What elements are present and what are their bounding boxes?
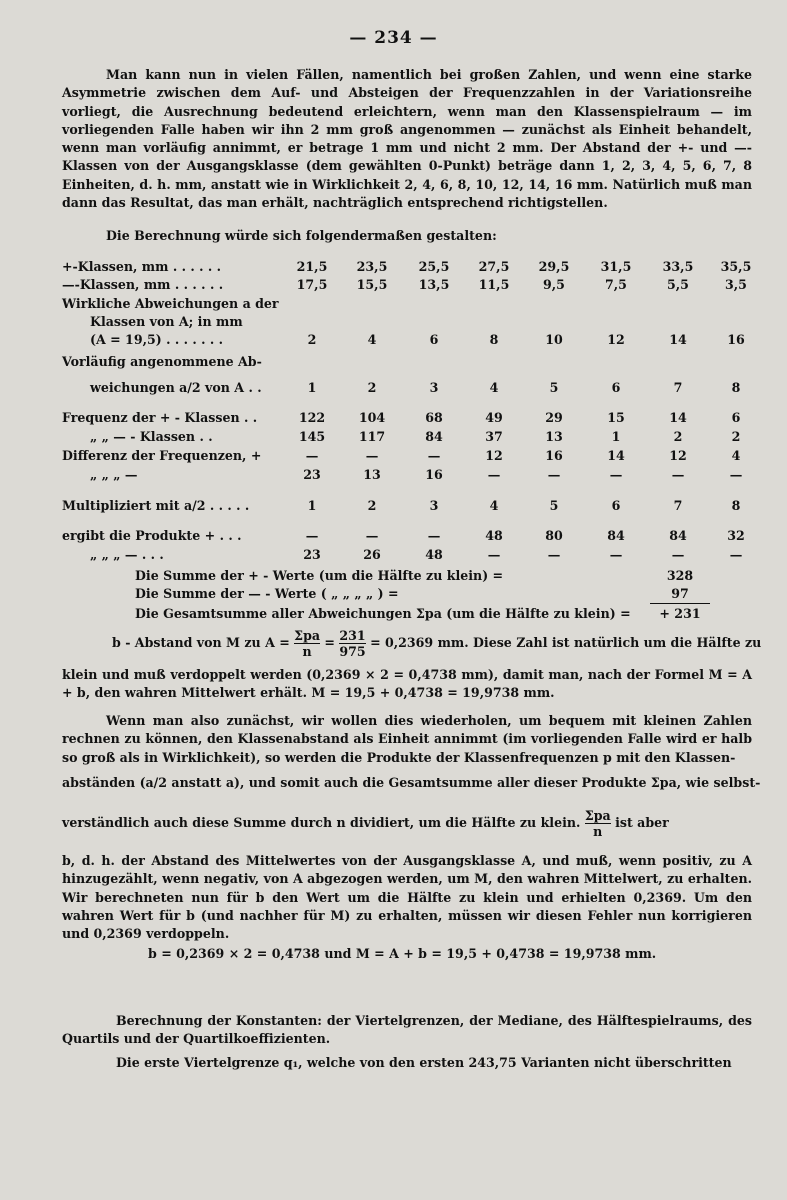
sum-total-value: + 231 bbox=[659, 606, 701, 621]
table-row: Differenz der Frequenzen, + — — — 12 16 14 12 4 bbox=[62, 448, 741, 463]
table-row: Frequenz der + - Klassen . . 122 104 68 49 29 15 14 6 bbox=[62, 410, 741, 425]
table-row: „ „ — - Klassen . . 145 117 84 37 13 1 2 2 bbox=[90, 429, 741, 444]
page-number: — 234 — bbox=[349, 28, 438, 48]
formula-b-distance: b - Abstand von M zu A = $\frac{\text{Σpa}}{n}$ = $\frac{231}{975}$ = 0,2369 mm. Diese Zahl ist natürlich um die Hälfte zu bbox=[112, 628, 762, 659]
table-row: Vorläufig angenommene Ab- bbox=[62, 354, 262, 369]
paragraph-intro: Man kann nun in vielen Fällen, namentlich bei großen Zahlen, und wenn eine starke Asymmetrie zwischen dem Auf- und Absteigen der Frequenzzahlen in der Variationsreihe vorliegt, die Ausrechnung bedeutend erleichtern, wenn man den Klassenspielraum — im vorliegenden Falle haben wir ihn 2 mm groß angenommen — zunächst als Einheit behandelt, wenn man vorläufig annimmt, er betrage 1 mm und nicht 2 mm. Der Abstand der +- und —-Klassen von der Ausgangsklasse (dem gewählten 0-Punkt) beträge dann 1, 2, 3, 4, 5, 6, 7, 8 Einheiten, d. h. mm, anstatt wie in Wirklichkeit 2, 4, 6, 8, 10, 12, 14, 16 mm. Natürlich muß man dann das Resultat, das man erhält, nachträglich entsprechend richtigstellen. bbox=[62, 67, 752, 211]
sum-total-label: Die Gesamtsumme aller Abweichungen Σpa (um die Hälfte zu klein) = bbox=[135, 606, 631, 621]
table-row: (A = 19,5) . . . . . . . 2 4 6 8 10 12 14 16 bbox=[90, 332, 745, 347]
paragraph-correction: b, d. h. der Abstand des Mittelwertes von der Ausgangsklasse A, und muß, wenn positiv, zu A hinzugezählt, wenn negativ, von A abgezogen werden, um M, den wahren Mittelwert, zu erhalten. Wir berechneten nun für b den Wert um die Hälfte zu klein und erhielten 0,2369. Um den wahren Wert für b (und nachher für M) zu erhalten, müssen wir diesen Fehler nun korrigieren und 0,2369 verdoppeln. bbox=[62, 853, 752, 942]
paragraph-constants: Berechnung der Konstanten: der Viertelgrenzen, der Mediane, des Hälftespielraums, des Quartils und der Quartilkoeffizienten. bbox=[62, 1013, 752, 1047]
sum-minus-label: Die Summe der — - Werte ( „ „ „ „ ) = bbox=[135, 586, 399, 601]
sum-plus-label: Die Summe der + - Werte (um die Hälfte zu klein) = bbox=[135, 568, 504, 583]
table-row: Klassen von A; in mm bbox=[90, 314, 243, 329]
paragraph-repeat-line5: verständlich auch diese Summe durch n dividiert, um die Hälfte zu klein. $\frac{\text{Σpa}}{n}$ ist aber bbox=[62, 808, 669, 839]
table-row: „ „ „ — 23 13 16 — — — — — bbox=[90, 467, 743, 482]
table-row: Wirkliche Abweichungen a der bbox=[62, 296, 279, 311]
sum-rule bbox=[650, 603, 710, 604]
paragraph-calc-intro: Die Berechnung würde sich folgendermaßen gestalten: bbox=[106, 228, 497, 243]
table-row: +-Klassen, mm . . . . . . 21,5 23,5 25,5 27,5 29,5 31,5 33,5 35,5 bbox=[62, 259, 752, 274]
paragraph-repeat: Wenn man also zunächst, wir wollen dies wiederholen, um bequem mit kleinen Zahlen rechnen zu können, den Klassenabstand als Einheit annimmt (im vorliegenden Falle wird er halb so groß als in Wirklichkeit), so werden die Produkte der Klassenfrequenzen p mit den Klassen- bbox=[62, 713, 752, 765]
table-row: „ „ „ — . . . 23 26 48 — — — — — bbox=[90, 547, 743, 562]
paragraph-quartile: Die erste Viertelgrenze q₁, welche von den ersten 243,75 Varianten nicht überschritten bbox=[116, 1055, 732, 1070]
paragraph-repeat-line4: abständen (a/2 anstatt a), und somit auch die Gesamtsumme aller dieser Produkte Σpa, wie selbst- bbox=[62, 775, 761, 790]
formula-final: b = 0,2369 × 2 = 0,4738 und M = A + b = 19,5 + 0,4738 = 19,9738 mm. bbox=[148, 946, 657, 961]
sum-plus-value: 328 bbox=[666, 568, 694, 583]
paragraph-doubling: klein und muß verdoppelt werden (0,2369 × 2 = 0,4738 mm), damit man, nach der Formel M = A + b, den wahren Mittelwert erhält. M = 19,5 + 0,4738 = 19,9738 mm. bbox=[62, 667, 752, 701]
table-row: weichungen a/2 von A . . 1 2 3 4 5 6 7 8 bbox=[90, 380, 741, 395]
table-row: Multipliziert mit a/2 . . . . . 1 2 3 4 5 6 7 8 bbox=[62, 498, 741, 513]
table-row: —-Klassen, mm . . . . . . 17,5 15,5 13,5 11,5 9,5 7,5 5,5 3,5 bbox=[62, 277, 747, 292]
sum-minus-value: 97 bbox=[671, 586, 689, 601]
table-row: ergibt die Produkte + . . . — — — 48 80 84 84 32 bbox=[62, 528, 745, 543]
